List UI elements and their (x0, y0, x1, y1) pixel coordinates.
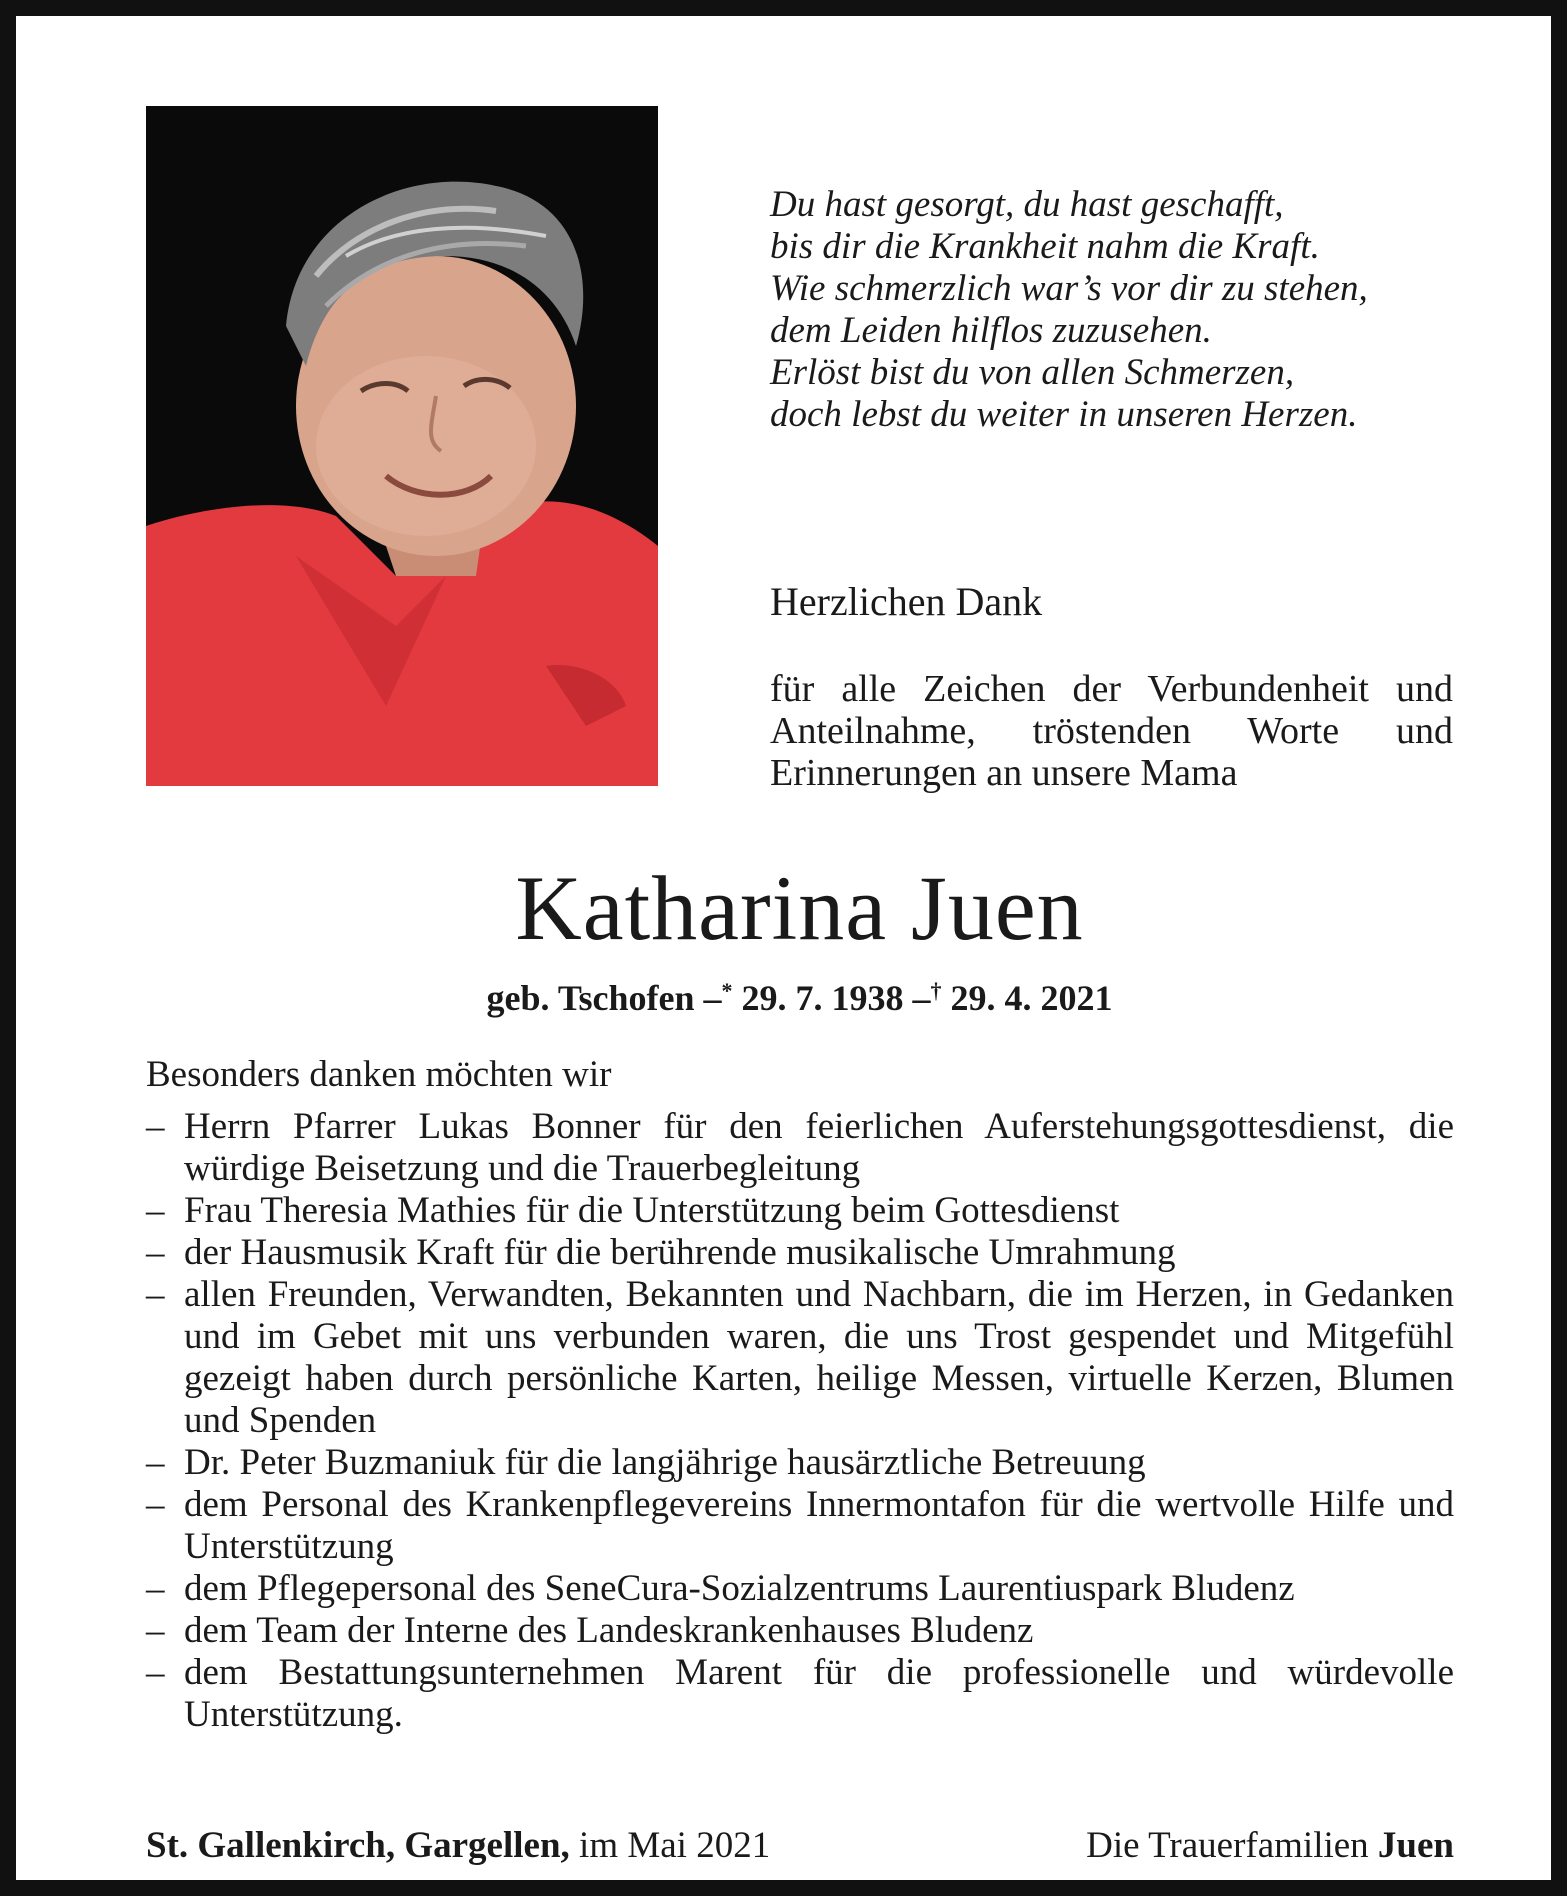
footer-places: St. Gallenkirch, Gargellen, (146, 1825, 570, 1866)
footer-date: im Mai 2021 (579, 1825, 771, 1866)
poem-line: bis dir die Krankheit nahm die Kraft. (770, 226, 1320, 267)
gratitude-intro: Besonders danken möchten wir (146, 1054, 612, 1095)
separator: – (912, 978, 931, 1018)
list-item (146, 1568, 1454, 1610)
bullet-dash: – (146, 1484, 165, 1525)
bullet-dash: – (146, 1568, 165, 1609)
thanks-heading: Herzlichen Dank (770, 579, 1043, 624)
footer-family-prefix: Die Trauerfamilien (1086, 1825, 1369, 1866)
poem-line: dem Leiden hilflos zuzusehen. (770, 310, 1212, 351)
list-item-text: Dr. Peter Buzmaniuk für die langjährige hausärztliche Betreuung (184, 1442, 1146, 1483)
bullet-dash: – (146, 1106, 165, 1147)
list-item-text: Herrn Pfarrer Lukas Bonner für den feierlichen Auferstehungsgottesdienst, die würdige Beisetzung und die Trauerbegleitung (184, 1106, 1454, 1189)
death-symbol: † (930, 978, 942, 1003)
footer-place-date (146, 1824, 770, 1868)
bullet-dash: – (146, 1610, 165, 1651)
list-item (146, 1484, 1454, 1568)
bullet-dash: – (146, 1232, 165, 1273)
deceased-name: Katharina Juen (515, 857, 1084, 959)
poem-line: Wie schmerzlich war’s vor dir zu stehen, (770, 268, 1368, 309)
bullet-dash: – (146, 1190, 165, 1231)
list-item-text: Frau Theresia Mathies für die Unterstützung beim Gottesdienst (184, 1190, 1120, 1231)
birth-symbol: * (721, 978, 733, 1003)
list-item-text: der Hausmusik Kraft für die berührende musikalische Umrahmung (184, 1232, 1176, 1273)
poem-line: Erlöst bist du von allen Schmerzen, (770, 352, 1295, 393)
list-item-text: dem Personal des Krankenpflegevereins Innermontafon für die wertvolle Hilfe und Unterstützung (184, 1484, 1454, 1567)
thanks-text (770, 668, 1453, 794)
list-item (146, 1442, 1454, 1484)
list-item (146, 1106, 1454, 1190)
bullet-dash: – (146, 1442, 165, 1483)
poem-line: Du hast gesorgt, du hast geschafft, (770, 184, 1284, 225)
poem-line: doch lebst du weiter in unseren Herzen. (770, 394, 1358, 435)
portrait-photo (146, 106, 658, 786)
bullet-dash: – (146, 1274, 165, 1315)
bullet-dash: – (146, 1652, 165, 1693)
list-item-text: dem Team der Interne des Landeskrankenhauses Bludenz (184, 1610, 1034, 1651)
list-item-text: dem Pflegepersonal des SeneCura-Sozialzentrums Laurentiuspark Bludenz (184, 1568, 1295, 1609)
list-item (146, 1610, 1454, 1652)
gratitude-list (146, 1106, 1454, 1736)
thanks-text-justified: für alle Zeichen der Verbundenheit und Anteilnahme, tröstenden Worte und (770, 668, 1453, 752)
life-dates (16, 968, 1567, 1021)
death-date: 29. 4. 2021 (950, 978, 1113, 1018)
list-item (146, 1232, 1454, 1274)
list-item (146, 1274, 1454, 1442)
list-item (146, 1652, 1454, 1736)
list-item-text: allen Freunden, Verwandten, Bekannten und Nachbarn, die im Herzen, in Gedanken und im Gebet mit uns verbunden waren, die uns Trost gespendet und Mitgefühl gezeigt haben durch persönliche Karten, heilige Messen, virtuelle Kerzen, Blumen und Spenden (184, 1274, 1454, 1441)
list-item (146, 1190, 1454, 1232)
birth-date: 29. 7. 1938 (741, 978, 904, 1018)
thanks-text-last: Erinnerungen an unsere Mama (770, 752, 1238, 794)
footer-family (1086, 1824, 1454, 1868)
memorial-poem (770, 184, 1490, 436)
list-item-text: dem Bestattungsunternehmen Marent für die professionelle und würdevolle Unterstützung. (184, 1652, 1454, 1735)
footer-family-name: Juen (1377, 1825, 1454, 1866)
separator: – (703, 978, 722, 1018)
portrait-illustration (146, 106, 658, 786)
maiden-name: geb. Tschofen (486, 978, 695, 1018)
